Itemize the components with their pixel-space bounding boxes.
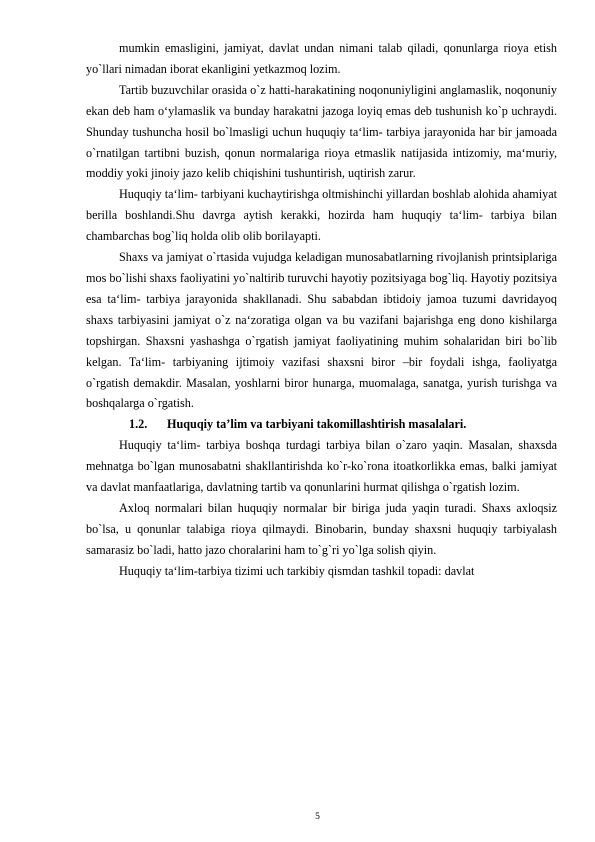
paragraph-continuation: mumkin emasligini, jamiyat, davlat undan nimani talab qiladi, qonunlarga rioya etish yo`llari nimadan iborat ekanligini yetkazmoq lozim.: [86, 41, 557, 76]
page-number: 5: [315, 812, 320, 822]
document-body: [86, 38, 557, 582]
section-title: Huquqiy ta’lim va tarbiyani takomillashtirish masalalari.: [167, 417, 467, 432]
paragraph: Huquqiy ta‘lim- tarbiya boshqa turdagi tarbiya bilan o`zaro yaqin. Masalan, shaxsda mehnatga bo`lgan munosabatni shakllantirishda ko`r-ko`rona itoatkorlikka emas, balki jamiyat va davlat manfaatlariga, davlatning tartib va qonunlarini hurmat qilishga o`rgatish lozim.: [86, 438, 557, 495]
paragraph: Shaxs va jamiyat o`rtasida vujudga keladigan munosabatlarning rivojlanish printsiplariga mos bo`lishi shaxs faoliyatini yo`naltirib turuvchi hayotiy pozitsiyaga bog`liq. Hayotiy pozitsiya esa ta‘lim- tarbiya jarayonida shakllanadi. Shu sababdan ibtidoiy jamoa tuzumi davridayoq shaxs tarbiyasini jamiyat o`z na‘zoratiga olgan va bu vazifani bajarishga eng dono kishilarga topshirgan. Shaxsni yashashga o`rgatish jamiyat faoliyatining muhim sohalaridan biri bo`lib kelgan. Ta‘lim- tarbiyaning ijtimoiy vazifasi shaxsni biror –bir foydali ishga, faoliyatga o`rgatish demakdir. Masalan, yoshlarni biror hunarga, muomalaga, sanatga, yurish turishga va boshqalarga o`rgatish.: [86, 250, 557, 411]
section-number: 1.2.: [129, 417, 148, 432]
section-heading: [86, 414, 557, 435]
paragraph: Tartib buzuvchilar orasida o`z hatti-harakatining noqonuniyligini anglamaslik, noqonuniy ekan deb ham o‘ylamaslik va bunday harakatni jazoga loyiq emas deb tushunish ko`p uchraydi. Shunday tushuncha hosil bo`lmasligi uchun huquqiy ta‘lim- tarbiya jarayonida har bir jamoada o`rnatilgan tartibni buzish, qonun normalariga rioya etmaslik natijasida intizomiy, ma‘muriy, moddiy yoki jinoiy jazo kelib chiqishini tushuntirish, uqtirish zarur.: [86, 82, 557, 181]
paragraph: Huquqiy ta‘lim- tarbiyani kuchaytirishga oltmishinchi yillardan boshlab alohida ahamiyat berilla boshlandi.Shu davrga aytish kerakki, hozirda ham huquqiy ta‘lim- tarbiya bilan chambarchas bog`liq holda olib olib borilayapti.: [86, 187, 557, 244]
paragraph-last: Huquqiy ta‘lim-tarbiya tizimi uch tarkibiy qismdan tashkil topadi: davlat: [119, 563, 475, 578]
paragraph: Axloq normalari bilan huquqiy normalar bir biriga juda yaqin turadi. Shaxs axloqsiz bo`lsa, u qonunlar talabiga rioya qilmaydi. Binobarin, bunday shaxsni huquqiy tarbiyalash samarasiz bo`ladi, hatto jazo choralarini ham to`g`ri yo`lga solish qiyin.: [86, 500, 557, 557]
